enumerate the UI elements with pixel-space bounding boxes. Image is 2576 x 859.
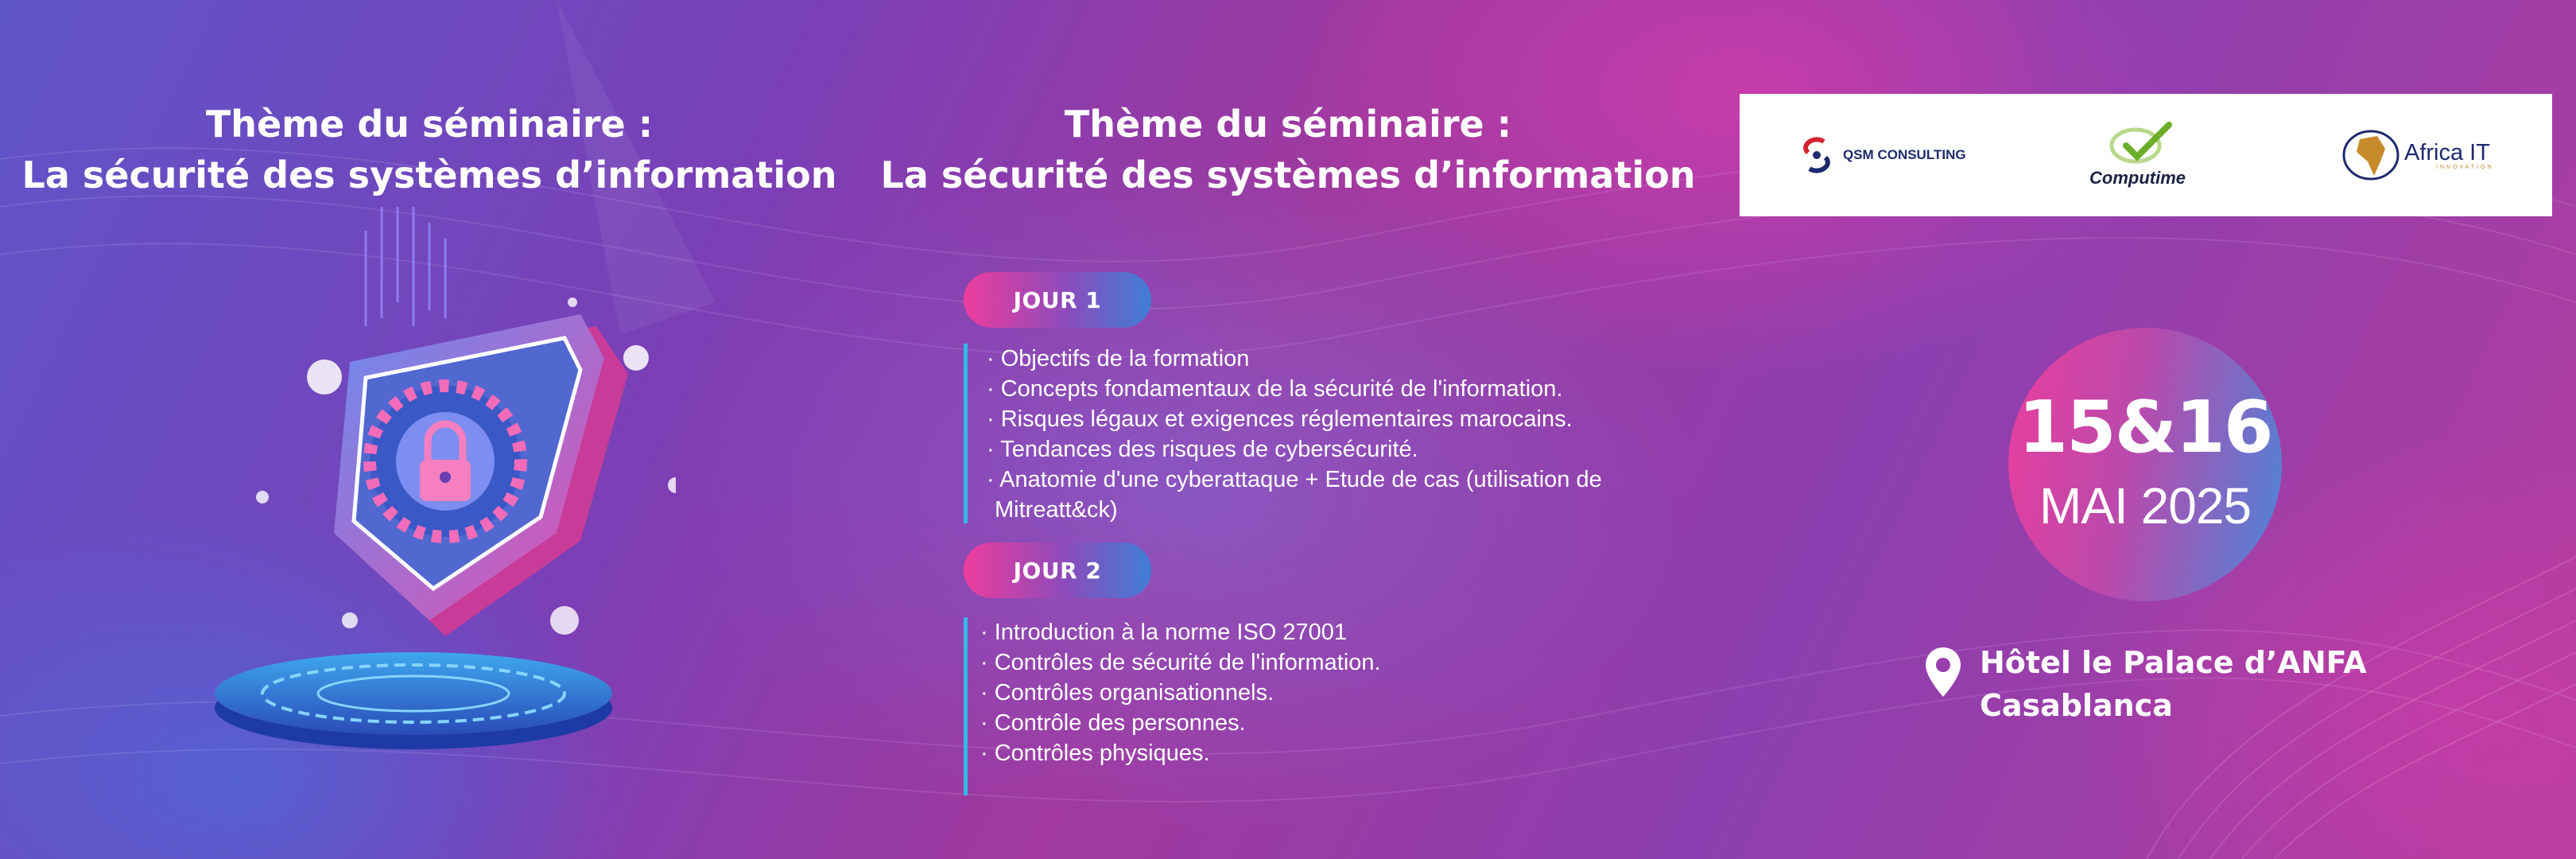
location-pin-icon <box>1924 646 1962 698</box>
event-date-badge <box>2008 328 2282 601</box>
sponsor-africa-it <box>2341 94 2494 216</box>
day2-topic-list <box>964 617 1537 795</box>
seminar-theme-name: La sécurité des systèmes d’information <box>880 154 1696 196</box>
computime-check-logo-icon <box>2102 122 2174 168</box>
list-item: · Contrôles physiques. <box>980 740 1210 766</box>
sponsor-computime <box>2089 94 2186 216</box>
list-item: · Risques légaux et exigences réglementaires marocains. <box>987 406 1573 432</box>
list-item: · Introduction à la norme ISO 27001 <box>980 620 1348 645</box>
list-item: · Tendances des risques de cybersécurité. <box>987 437 1418 462</box>
sponsor-computime-name: Computime <box>2089 168 2186 188</box>
list-item: · Contrôles de sécurité de l'information. <box>980 650 1381 675</box>
list-item: · Contrôles organisationnels. <box>980 680 1274 705</box>
shield-lock-icon <box>183 207 676 764</box>
qsm-logo-icon <box>1797 135 1837 175</box>
sponsor-africa-it-subtitle: INNOVATION <box>2436 164 2494 170</box>
seminar-theme-name: La sécurité des systèmes d’information <box>21 154 837 196</box>
sponsor-qsm-name: QSM CONSULTING <box>1843 147 1966 162</box>
sponsor-logos-panel <box>1740 94 2552 216</box>
seminar-title-center <box>859 99 1717 200</box>
venue-name: Hôtel le Palace d’ANFA <box>1980 645 2367 680</box>
day1-topic-list <box>964 344 1670 523</box>
seminar-theme-label: Thème du séminaire : <box>1064 103 1512 146</box>
list-item: · Anatomie d'une cyberattaque + Etude de cas (utilisation de Mitreatt&ck) <box>987 467 1602 523</box>
africa-map-logo-icon <box>2341 125 2401 185</box>
sponsor-qsm <box>1797 94 1966 216</box>
sponsor-africa-it-name: Africa IT <box>2404 139 2490 165</box>
seminar-title-left <box>0 99 859 200</box>
day2-badge: JOUR 2 <box>964 542 1151 598</box>
list-item: · Contrôle des personnes. <box>980 710 1246 736</box>
seminar-theme-label: Thème du séminaire : <box>205 103 654 146</box>
day1-badge: JOUR 1 <box>964 272 1151 328</box>
list-item: · Objectifs de la formation <box>987 346 1250 371</box>
event-days: 15&16 <box>2018 386 2272 469</box>
list-item: · Concepts fondamentaux de la sécurité de l'information. <box>987 376 1563 402</box>
event-month-year: MAI 2025 <box>2039 477 2251 534</box>
venue-city: Casablanca <box>1980 688 2173 723</box>
